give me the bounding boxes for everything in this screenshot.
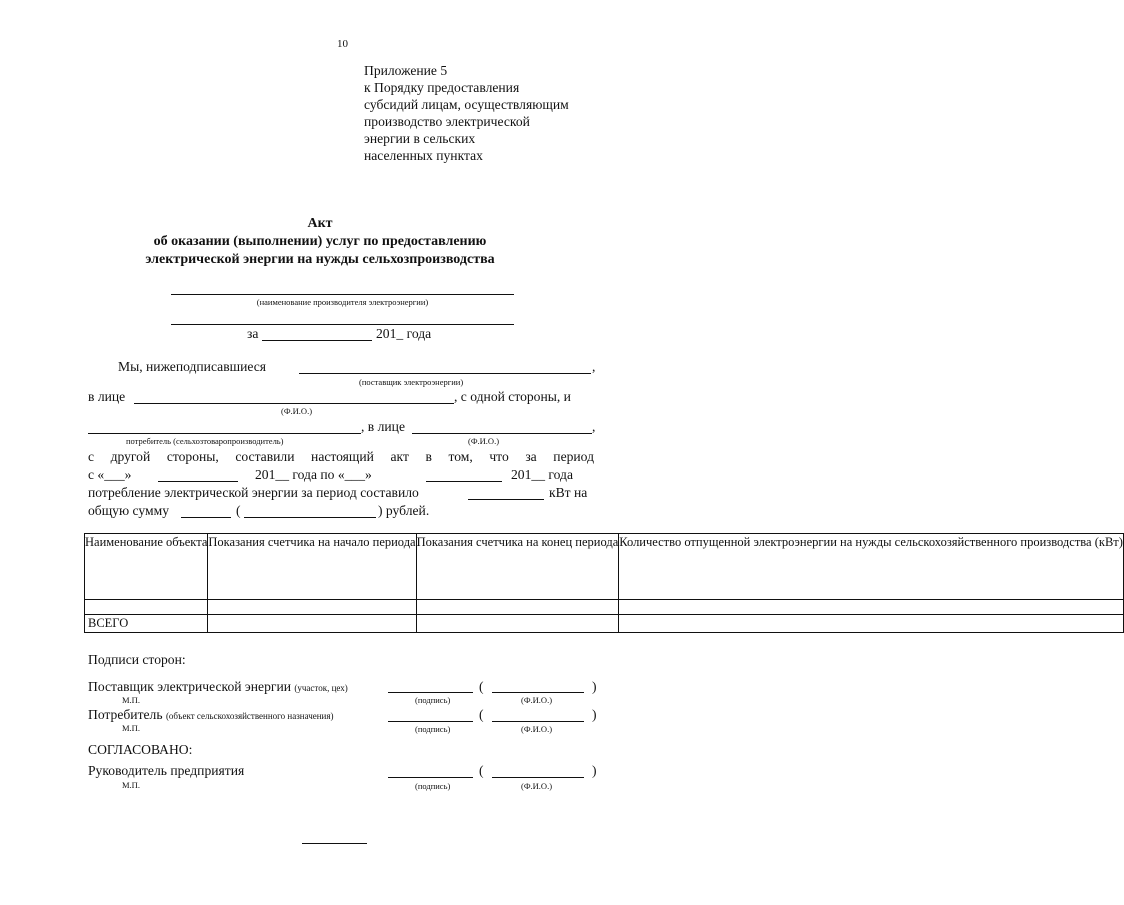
comma: , — [592, 359, 596, 374]
other-side-text: с другой стороны, составили настоящий акт в том, что за период — [88, 449, 594, 464]
sign-caption: (подпись) — [415, 781, 451, 791]
mp-stamp: М.П. — [122, 695, 140, 705]
head-sign-line — [388, 777, 473, 778]
supplier-signature-label: Поставщик электрической энергии (участок, цех) — [88, 679, 348, 694]
supplier-sign-line — [388, 692, 473, 693]
mp-stamp: М.П. — [122, 780, 140, 790]
period-prefix: за — [247, 326, 259, 341]
fio-caption: (Ф.И.О.) — [521, 781, 553, 791]
appendix-line: производство электрической — [364, 114, 530, 129]
mp-stamp: М.П. — [122, 723, 140, 733]
producer-line-2 — [171, 324, 514, 325]
fio-caption: (Ф.И.О.) — [521, 695, 553, 705]
header-object: Наименование объекта — [85, 534, 208, 600]
agreed-heading: СОГЛАСОВАНО: — [88, 742, 193, 757]
total-sum-text: общую сумму — [88, 503, 170, 518]
consumer-sign-line — [388, 721, 473, 722]
bottom-separator — [302, 843, 367, 844]
appendix-line: к Порядку предоставления — [364, 80, 520, 95]
fio-caption-2: (Ф.И.О.) — [468, 436, 500, 446]
doc-subtitle-1: об оказании (выполнении) услуг по предоставлению — [153, 234, 487, 249]
appendix-line: энергии в сельских — [364, 131, 476, 146]
appendix-line: Приложение 5 — [364, 63, 448, 78]
table-row — [85, 600, 1124, 615]
header-quantity: Количество отпущенной электроэнергии на нужды сельскохозяйственного производства (кВт) — [619, 534, 1124, 600]
consumption-line — [468, 499, 544, 500]
head-fio-line — [492, 777, 584, 778]
supplier-caption: (поставщик электроэнергии) — [359, 377, 464, 387]
page-number: 10 — [337, 38, 348, 50]
table-row-total — [85, 615, 1124, 633]
undersigned-text: Мы, нижеподписавшиеся — [118, 359, 267, 374]
one-side-text: , с одной стороны, и — [454, 389, 571, 404]
sign-caption: (подпись) — [415, 695, 451, 705]
consumer-line — [88, 433, 361, 434]
producer-line — [171, 294, 514, 295]
appendix-note — [364, 62, 634, 164]
kwt-text: кВт на — [549, 485, 588, 500]
paren-open: ( — [236, 503, 241, 518]
period-to-line — [426, 481, 502, 482]
consumer-signature-label: Потребитель (объект сельскохозяйственного назначения) — [88, 707, 334, 722]
total-label: ВСЕГО — [85, 615, 208, 633]
consumer-caption: потребитель (сельхозтоваропроизводитель) — [126, 436, 284, 446]
period-year: 201_ года — [376, 326, 432, 341]
sum-line — [181, 517, 231, 518]
sum-words-line — [244, 517, 376, 518]
consumer-person-line — [412, 433, 592, 434]
in-person-text: в лице — [88, 389, 126, 404]
period-line — [262, 340, 372, 341]
producer-caption: (наименование производителя электроэнергии) — [256, 297, 429, 307]
header-end-reading: Показания счетчика на конец периода — [416, 534, 619, 600]
doc-title: Акт — [307, 216, 333, 231]
comma-2: , — [592, 419, 596, 434]
period-from: с «___» — [88, 467, 132, 482]
supplier-fio-line — [492, 692, 584, 693]
header-start-reading: Показания счетчика на начало периода — [208, 534, 416, 600]
consumer-fio-line — [492, 721, 584, 722]
period-year-end: 201__ года — [511, 467, 573, 482]
fio-caption: (Ф.И.О.) — [281, 406, 313, 416]
rubles-text: ) рублей. — [378, 503, 430, 518]
consumption-table — [84, 533, 1124, 633]
person-line — [134, 403, 454, 404]
supplier-line — [299, 373, 591, 374]
signatures-heading: Подписи сторон: — [88, 652, 186, 667]
period-from-line — [158, 481, 238, 482]
period-to: 201__ года по «___» — [255, 467, 372, 482]
sign-caption: (подпись) — [415, 724, 451, 734]
consumption-text: потребление электрической энергии за период составило — [88, 485, 419, 500]
appendix-line: населенных пунктах — [364, 148, 483, 163]
fio-caption: (Ф.И.О.) — [521, 724, 553, 734]
appendix-line: субсидий лицам, осуществляющим — [364, 97, 569, 112]
doc-subtitle-2: электрической энергии на нужды сельхозпроизводства — [145, 252, 495, 267]
head-signature-label: Руководитель предприятия — [88, 763, 245, 778]
in-person-text-2: , в лице — [361, 419, 405, 434]
